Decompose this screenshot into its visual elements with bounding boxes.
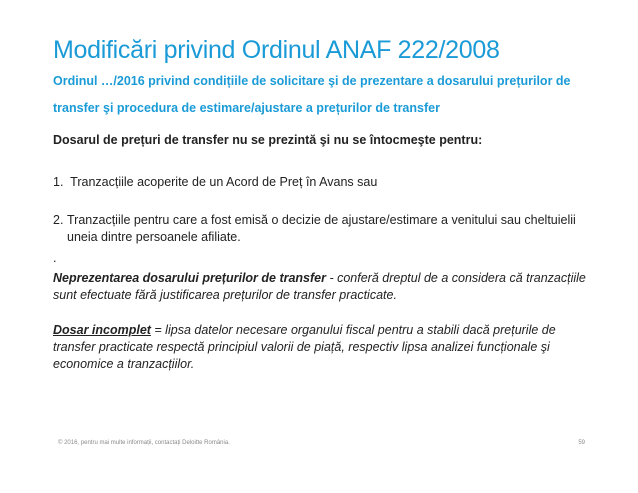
slide-title: Modificări privind Ordinul ANAF 222/2008 <box>53 36 500 64</box>
subtitle-line-1: Ordinul …/2016 privind condițiile de solicitare şi de prezentare a dosarului prețurilor de <box>53 74 571 88</box>
page-number: 59 <box>578 440 585 446</box>
subtitle-line-2: transfer şi procedura de estimare/ajustare a prețurilor de transfer <box>53 101 440 115</box>
paragraph-lead: Dosar incomplet <box>53 323 151 337</box>
paragraph-body: = lipsa datelor necesare organului fiscal pentru a stabili dacă prețurile de transfer practicate respectă principiul valorii de piață, respectiv lipsa analizei funcționale şi economice a tranzacțiilor. <box>53 323 556 371</box>
paragraph-lead: Neprezentarea dosarului prețurilor de transfer <box>53 271 326 285</box>
footer-copyright: © 2016, pentru mai multe informații, contactați Deloitte România. <box>58 440 230 446</box>
list-item <box>53 212 598 246</box>
list-item <box>53 174 598 191</box>
list-item-number: 1. <box>53 175 64 189</box>
list-item-number: 2. <box>53 213 64 227</box>
list-item-text: Tranzacțiile acoperite de un Acord de Preț în Avans sau <box>70 175 378 189</box>
separator-dot: . <box>53 251 57 265</box>
paragraph-body: - conferă dreptul de a considera că tranzacțiile sunt efectuate fără justificarea prețurilor de transfer practicate. <box>53 271 586 302</box>
paragraph-non-submission <box>53 270 598 304</box>
section-heading: Dosarul de prețuri de transfer nu se prezintă şi nu se întocmeşte pentru: <box>53 133 483 147</box>
paragraph-incomplete-file <box>53 322 598 373</box>
list-item-text: Tranzacțiile pentru care a fost emisă o decizie de ajustare/estimare a venitului sau cheltuielii uneia dintre persoanele afiliate. <box>67 213 576 244</box>
